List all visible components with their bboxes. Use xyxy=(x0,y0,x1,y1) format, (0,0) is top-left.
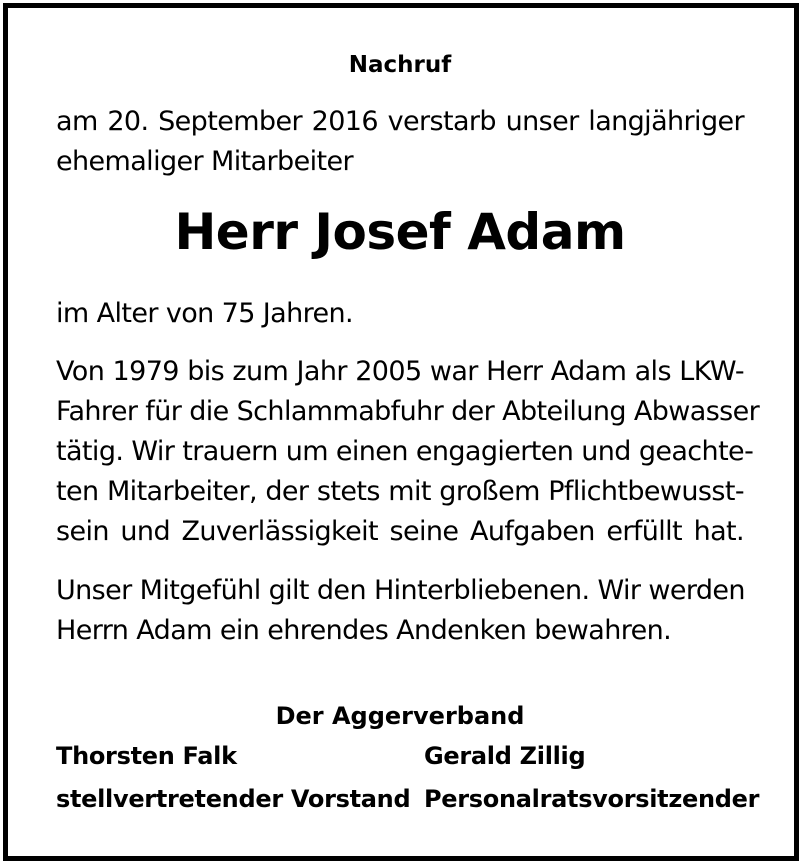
signer-name: Gerald Zillig xyxy=(424,742,586,770)
condolence-line: Herrn Adam ein ehrendes Andenken bewahren. xyxy=(56,615,672,646)
age-line: im Alter von 75 Jahren. xyxy=(56,298,354,329)
condolence-line: Unser Mitgefühl gilt den Hinterbliebenen. Wir werden xyxy=(56,575,745,606)
organization-name: Der Aggerverband xyxy=(275,702,525,730)
deceased-name: Herr Josef Adam xyxy=(174,203,626,261)
career-line: ten Mitarbeiter, der stets mit großem Pflichtbewusst- xyxy=(56,476,744,507)
signer-name: Thorsten Falk xyxy=(56,742,237,770)
intro-line: am 20. September 2016 verstarb unser langjähriger xyxy=(56,106,744,137)
intro-line: ehemaliger Mitarbeiter xyxy=(56,146,353,177)
career-line: Fahrer für die Schlammabfuhr der Abteilung Abwasser xyxy=(56,396,760,427)
signer-role: Personalratsvorsitzender xyxy=(424,785,760,813)
career-line: sein und Zuverlässigkeit seine Aufgaben erfüllt hat. xyxy=(56,516,744,547)
signer-role: stellvertretender Vorstand xyxy=(56,785,411,813)
notice-heading: Nachruf xyxy=(348,52,452,78)
career-line: tätig. Wir trauern um einen engagierten und geachte- xyxy=(56,436,754,467)
career-line: Von 1979 bis zum Jahr 2005 war Herr Adam als LKW- xyxy=(56,356,744,387)
